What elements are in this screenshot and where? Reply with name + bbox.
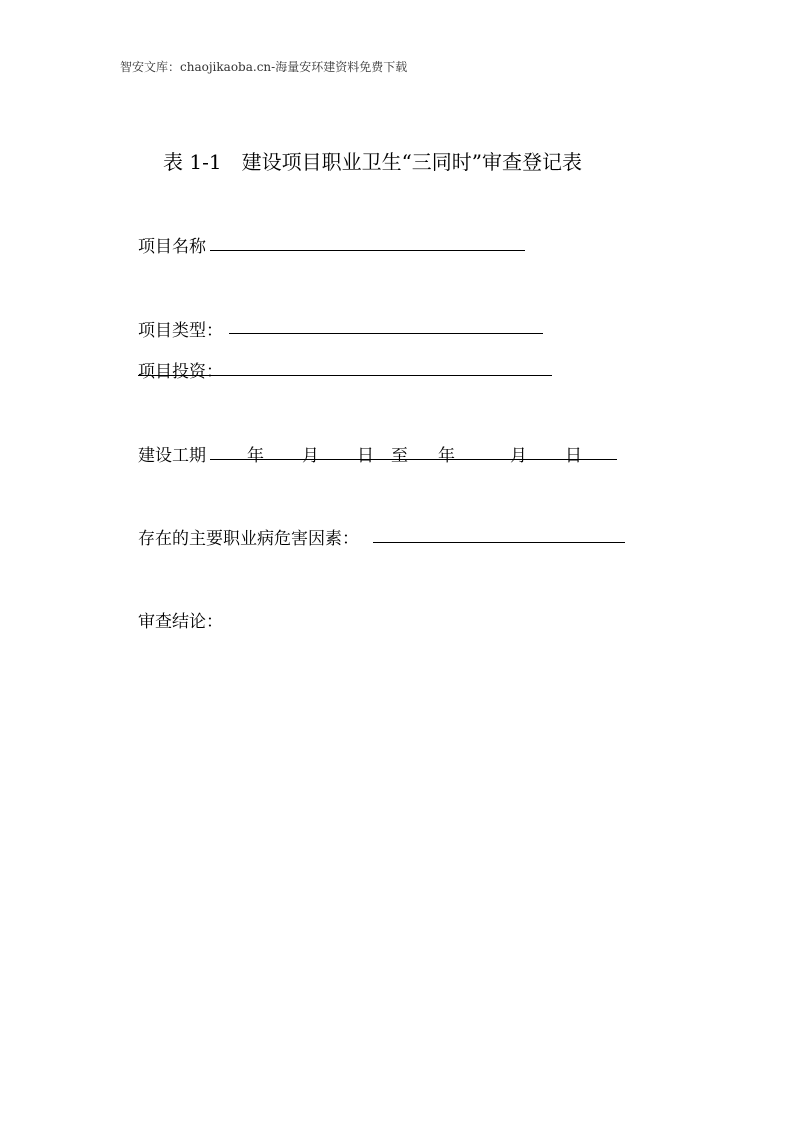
start-year-label: 年	[247, 446, 264, 466]
hazards-label: 存在的主要职业病危害因素：	[138, 529, 359, 549]
construction-period-label: 建设工期	[138, 446, 206, 466]
end-day-label: 日	[565, 446, 582, 466]
project-investment-field[interactable]	[138, 375, 552, 376]
page-header: 智安文库：chaojikaoba.cn-海量安环建资料免费下载	[120, 60, 408, 74]
project-investment-label: 项目投资：	[138, 362, 223, 382]
construction-period-field[interactable]	[210, 459, 617, 460]
to-label: 至	[391, 446, 408, 466]
page-title: 表 1-1 建设项目职业卫生“三同时”审查登记表	[163, 150, 583, 174]
start-day-label: 日	[357, 446, 374, 466]
start-month-label: 月	[302, 446, 319, 466]
hazards-field[interactable]	[373, 542, 625, 543]
end-month-label: 月	[510, 446, 527, 466]
end-year-label: 年	[438, 446, 455, 466]
project-type-label: 项目类型：	[138, 321, 223, 341]
project-name-label: 项目名称	[138, 237, 206, 257]
conclusion-label: 审查结论：	[138, 612, 223, 632]
project-name-field[interactable]	[210, 250, 525, 251]
project-type-field[interactable]	[229, 333, 543, 334]
